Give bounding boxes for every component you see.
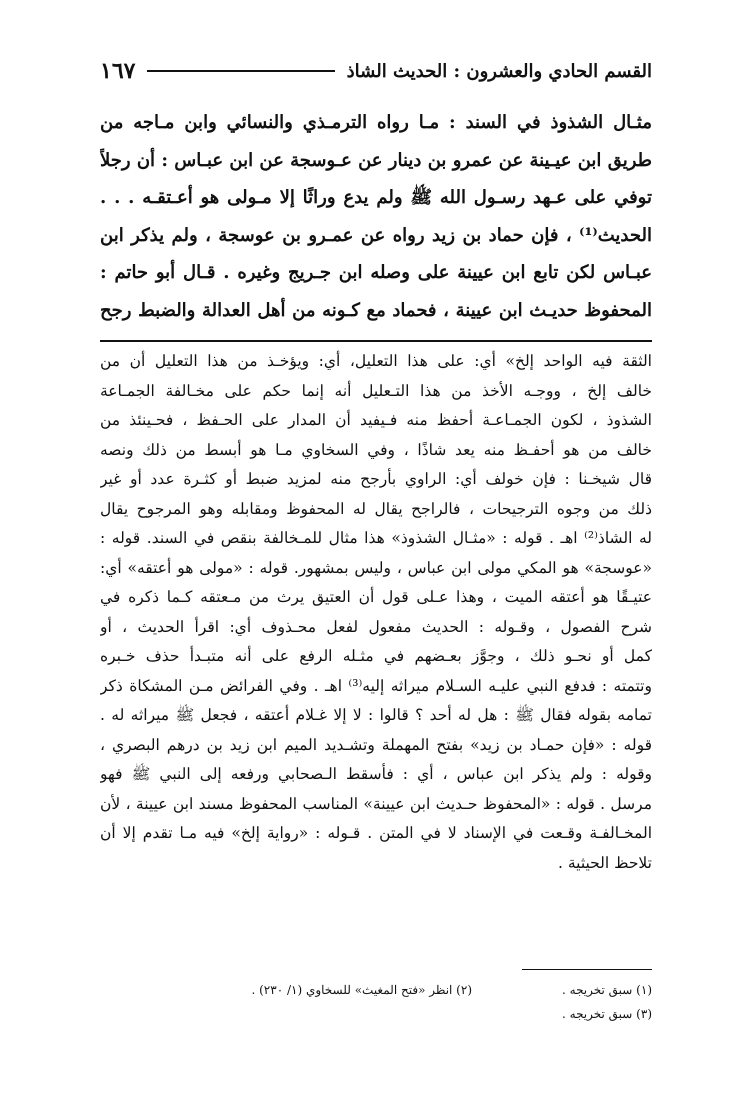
commentary-line: له الشاذ⁽²⁾ اهـ . قوله : «مثـال الشذوذ» هذا مثال للمـخالفة بنقص في السند. قوله :	[100, 529, 652, 547]
main-text	[100, 104, 652, 329]
commentary-line: الشذوذ ، لكون الجمـاعـة أحفظ منه فـيفيد أن المدار على الحـفظ ، فحـينئذ من	[100, 411, 652, 429]
main-line: عبـاس لكن تابع ابن عيينة على وصله ابن جـريج وغيره . قـال أبو حاتم :	[100, 262, 652, 283]
main-line: طريق ابن عيـينة عن عمرو بن دينار عن عـوسجة عن ابن عبـاس : أن رجلاً	[100, 149, 652, 171]
commentary-line: قوله : «فإن حمـاد بن زيد» بفتح المهملة وتشـديد الميم ابن زيد بن درهم البصري ،	[100, 735, 652, 754]
commentary-line: «عوسجة» هو المكي مولى ابن عباس ، وليس بمشهور. قوله : «مولى هو أعتقه» أي:	[100, 558, 652, 577]
main-line: توفي على عـهد رسـول الله ﷺ ولم يدع وراثًا إلا مـولى هو أعـتقـه . . .	[100, 187, 652, 208]
footnote-3: (٣) سبق تخريجه .	[562, 1007, 652, 1021]
main-line: الحديث⁽¹⁾ ، فإن حماد بن زيد رواه عن عمـرو بن عوسجة ، ولم يذكر ابن	[100, 224, 652, 246]
commentary-line: الثقة فيه الواحد إلخ» أي: على هذا التعليل، أي: ويؤخـذ من هذا التعليل أن من	[100, 352, 652, 370]
footnote-row	[100, 978, 652, 1002]
commentary-line: تلاحظ الحيثية .	[557, 853, 652, 872]
footnote-row	[100, 1002, 652, 1026]
commentary-line: المخـالفـة وقـعت في الإسناد لا في المتن . قـوله : «رواية إلخ» فيه مـا تقدم إلا أن	[100, 824, 652, 842]
footnote-divider	[522, 969, 652, 970]
commentary-line: مرسل . قوله : «المحفوظ حـديث ابن عيينة» المناسب المحفوظ مسند ابن عيينة ، لأن	[100, 794, 652, 813]
commentary-line: تمامه بقوله فقال ﷺ : هل له أحد ؟ قالوا : لا إلا غـلام أعتقه ، فجعل ﷺ ميراثه له .	[100, 706, 652, 724]
commentary-line: وقوله : ولم يذكر ابن عباس ، أي : فأسقط الـصحابي ورفعه إلى النبي ﷺ فهو	[100, 765, 652, 783]
main-line: مثـال الشذوذ في السند : مـا رواه الترمـذي والنسائي وابن مـاجه من	[100, 112, 652, 133]
commentary-divider	[100, 340, 652, 342]
commentary-line: ذلك من وجوه الترجيحات ، فالراجح يقال له المحفوظ ومقابله وهو المرجوح يقال	[100, 499, 652, 518]
commentary-text	[100, 347, 652, 878]
footnote-2: (٢) انظر «فتح المغيث» للسخاوي (١/ ٢٣٠) .	[251, 983, 472, 997]
commentary-line: شرح الفصول ، وقـوله : الحديث مفعول لفعل محـذوف أي: اقرأ الحديث ، أو	[100, 617, 652, 636]
main-line: المحفوظ حديـث ابن عيينة ، فحماد مع كـونه من أهل العدالة والضبط رجح	[100, 299, 652, 321]
commentary-line: وتتمته : فدفع النبي عليـه السـلام ميراثه إليه⁽³⁾ اهـ . وفي الفرائض مـن المشكاة ذكر	[100, 676, 652, 695]
commentary-line: خالف إلخ ، ووجـه الأخذ من هذا التـعليل أنه إنما حكم على مخـالفة الجمـاعة	[100, 381, 652, 400]
running-header	[100, 54, 652, 88]
section-title: القسم الحادي والعشرون : الحديث الشاذ	[346, 60, 652, 82]
footnote-1: (١) سبق تخريجه .	[562, 983, 652, 997]
commentary-line: كمل أو نحـو ذلك ، وجوَّز بعـضهم في مثـله الرفع على أنه متبـدأ حذف خـبره	[100, 647, 652, 665]
commentary-line: عتيـقًا هو أعتقه الميت ، وهذا عـلى قول أن العتيق يرث من مـعتقه كـما ذكره في	[100, 588, 652, 606]
commentary-line: خالف من هو أحفـظ منه يعد شاذًا ، وفي السخاوي مـا هو أبسط من ذلك ونصه	[100, 440, 652, 459]
footnotes	[100, 978, 652, 1026]
header-rule	[147, 70, 334, 72]
commentary-line: قال شيخـنا : فإن خولف أي: الراوي بأرجح منه لمزيد ضبط أو كثـرة عدد أو غير	[100, 470, 652, 488]
page-number: ١٦٧	[100, 58, 136, 84]
